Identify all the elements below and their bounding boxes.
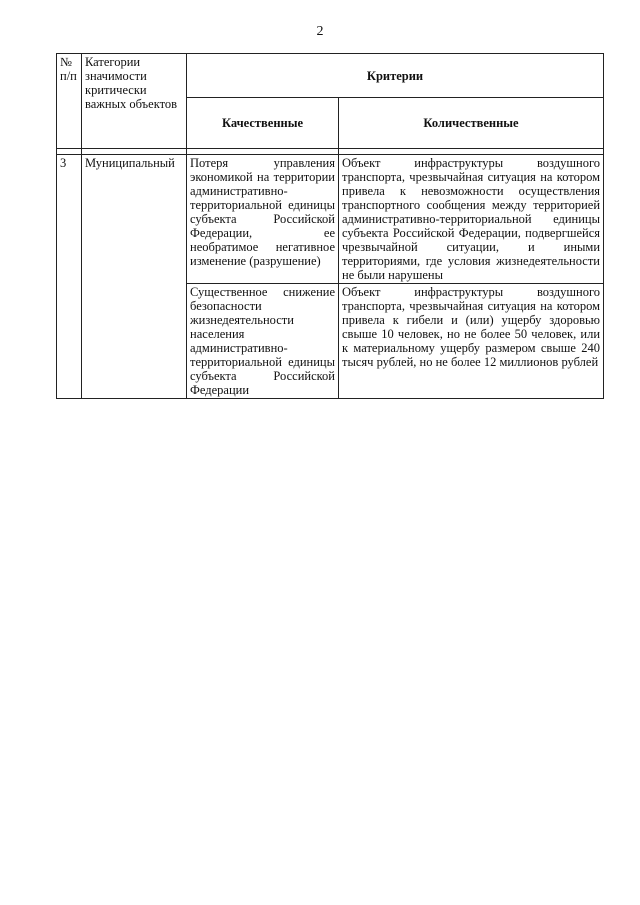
row-number: 3 [57, 155, 82, 399]
header-criteria: Критерии [187, 54, 604, 98]
row-quantitative: Объект инфраструктуры воздушного транспорта, чрезвычайная ситуация на котором привела к невозможности осуществления транспортного сообщения между территорией административно-территориальной единицы субъекта Российской Федерации, подвергшейся чрезвычайной ситуации, и иными территориями, где условия жизнедеятельности не были нарушены [339, 155, 604, 284]
row-category: Муниципальный [82, 155, 187, 399]
header-category-label: Категории значимости критически важных объектов [85, 55, 178, 111]
table-row [57, 155, 604, 284]
row-qualitative: Существенное снижение безопасности жизнедеятельности населения административно-территориальной единицы субъекта Российской Федерации [187, 284, 339, 399]
table-header-row [57, 54, 604, 98]
page-number: 2 [316, 24, 324, 39]
header-category [82, 54, 187, 149]
header-number [57, 54, 82, 149]
criteria-table [56, 53, 604, 399]
row-quantitative: Объект инфраструктуры воздушного транспорта, чрезвычайная ситуация на котором привела к гибели и (или) ущербу здоровью свыше 10 человек, но не более 50 человек, или к материальному ущербу размером свыше 240 тысяч рублей, но не более 12 миллионов рублей [339, 284, 604, 399]
header-qualitative: Качественные [187, 98, 339, 149]
row-qualitative: Потеря управления экономикой на территории административно-территориальной единицы субъекта Российской Федерации, ее необратимое негативное изменение (разрушение) [187, 155, 339, 284]
header-number-label: № п/п [60, 55, 77, 83]
header-quantitative: Количественные [339, 98, 604, 149]
